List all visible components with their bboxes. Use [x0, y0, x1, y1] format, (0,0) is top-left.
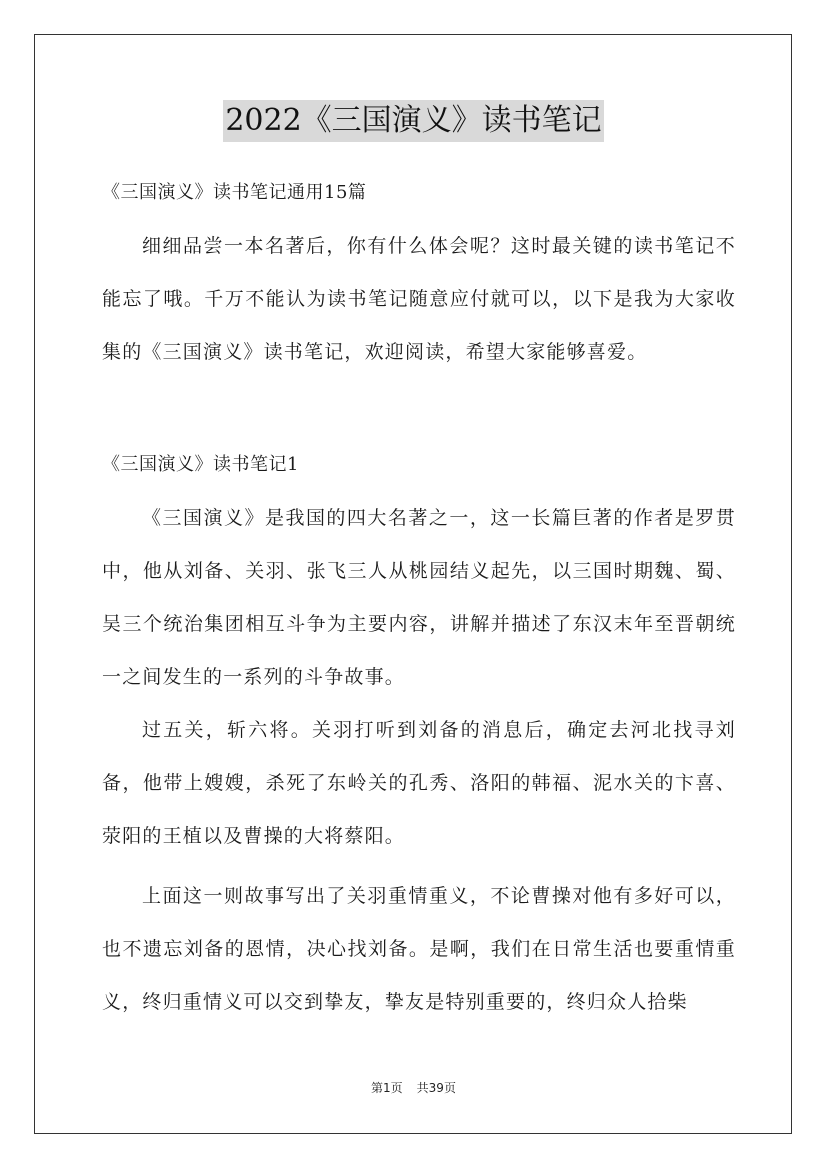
page-number: 第1页: [371, 1081, 403, 1095]
section-heading: 《三国演义》读书笔记1: [102, 454, 299, 475]
title-container: [0, 100, 827, 142]
body-paragraph-1: 《三国演义》是我国的四大名著之一，这一长篇巨著的作者是罗贯中，他从刘备、关羽、张飞三人从桃园结义起先，以三国时期魏、蜀、吴三个统治集团相互斗争为主要内容，讲解并描述了东汉末年至晋朝统一之间发生的一系列的斗争故事。: [102, 507, 736, 688]
page-total: 共39页: [416, 1081, 456, 1095]
body-paragraph-2: 过五关，斩六将。关羽打听到刘备的消息后，确定去河北找寻刘备，他带上嫂嫂，杀死了东岭关的孔秀、洛阳的韩福、泥水关的卞喜、荥阳的王植以及曹操的大将蔡阳。: [102, 719, 736, 847]
intro-paragraph: 细细品尝一本名著后，你有什么体会呢？这时最关键的读书笔记不能忘了哦。千万不能认为读书笔记随意应付就可以，以下是我为大家收集的《三国演义》读书笔记，欢迎阅读，希望大家能够喜爱。: [102, 235, 736, 363]
document-title: 2022《三国演义》读书笔记: [223, 100, 603, 142]
body-paragraph-3: 上面这一则故事写出了关羽重情重义，不论曹操对他有多好可以，也不遗忘刘备的恩情，决心找刘备。是啊，我们在日常生活也要重情重义，终归重情义可以交到挚友，挚友是特别重要的，终归众人拾柴: [102, 885, 736, 1013]
page-footer: [0, 1080, 827, 1096]
document-subtitle: 《三国演义》读书笔记通用15篇: [102, 182, 367, 203]
